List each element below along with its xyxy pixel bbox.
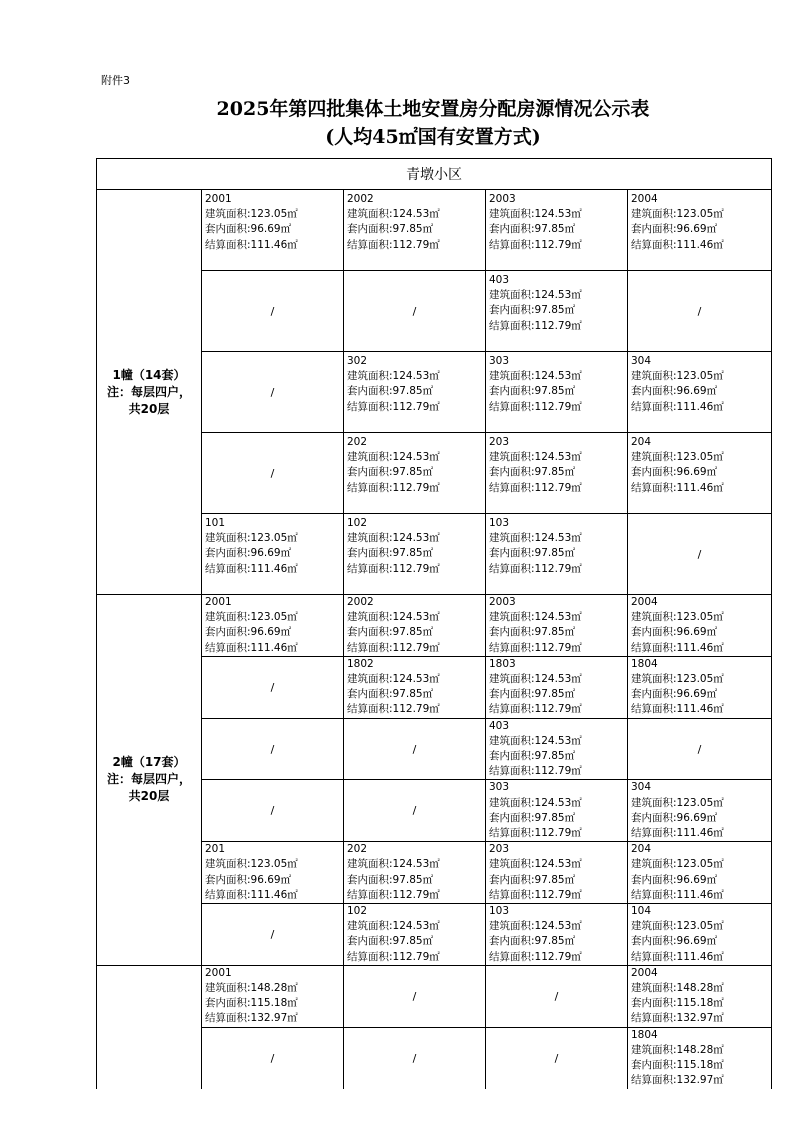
building-area: 建筑面积:123.05㎡	[631, 370, 724, 383]
inner-area: 套内面积:97.85㎡	[489, 385, 576, 398]
inner-area: 套内面积:97.85㎡	[347, 547, 434, 560]
inner-area: 套内面积:115.18㎡	[631, 1059, 724, 1072]
settlement-area: 结算面积:112.79㎡	[489, 950, 582, 963]
unit-cell	[628, 842, 772, 904]
unit-number: 202	[347, 436, 368, 448]
building-area: 建筑面积:123.05㎡	[631, 858, 724, 871]
inner-area: 套内面积:97.85㎡	[489, 304, 576, 317]
empty-unit-cell: /	[344, 718, 486, 780]
unit-number: 1804	[631, 657, 658, 670]
unit-number: 304	[631, 355, 652, 367]
empty-unit-cell: /	[486, 965, 628, 1027]
settlement-area: 结算面积:112.79㎡	[489, 888, 582, 901]
inner-area: 套内面积:96.69㎡	[631, 626, 718, 639]
inner-area: 套内面积:97.85㎡	[347, 223, 434, 236]
unit-number: 204	[631, 436, 652, 448]
building-note: 注：每层四户，	[106, 384, 191, 399]
inner-area: 套内面积:96.69㎡	[631, 385, 718, 398]
unit-number: 303	[489, 781, 510, 794]
unit-cell	[344, 842, 486, 904]
inner-area: 套内面积:97.85㎡	[347, 935, 434, 948]
building-note: 注：每层四户，	[106, 772, 191, 787]
unit-cell	[628, 780, 772, 842]
empty-unit-cell: /	[344, 965, 486, 1027]
empty-unit-cell: /	[202, 718, 344, 780]
empty-unit-cell: /	[628, 514, 772, 595]
settlement-area: 结算面积:132.97㎡	[205, 1012, 298, 1025]
unit-cell	[628, 904, 772, 966]
unit-cell	[344, 656, 486, 718]
empty-unit-cell: /	[202, 352, 344, 433]
settlement-area: 结算面积:112.79㎡	[347, 703, 440, 716]
settlement-area: 结算面积:112.79㎡	[489, 703, 582, 716]
inner-area: 套内面积:97.85㎡	[347, 688, 434, 701]
building-name: 1幢（14套）	[112, 367, 186, 382]
inner-area: 套内面积:96.69㎡	[631, 873, 718, 886]
page-subtitle: (人均45㎡国有安置方式)	[325, 126, 541, 148]
inner-area: 套内面积:96.69㎡	[631, 935, 718, 948]
unit-cell	[344, 514, 486, 595]
building-area: 建筑面积:124.53㎡	[347, 673, 440, 686]
unit-number: 302	[347, 355, 368, 367]
inner-area: 套内面积:97.85㎡	[489, 626, 576, 639]
building-label	[97, 965, 202, 1088]
building-area: 建筑面积:124.53㎡	[347, 858, 440, 871]
inner-area: 套内面积:97.85㎡	[489, 223, 576, 236]
building-area: 建筑面积:124.53㎡	[489, 858, 582, 871]
building-area: 建筑面积:123.05㎡	[205, 208, 298, 221]
table-row	[97, 965, 772, 1027]
unit-number: 2002	[347, 596, 374, 608]
inner-area: 套内面积:97.85㎡	[347, 385, 434, 398]
building-area: 建筑面积:123.05㎡	[205, 611, 298, 624]
settlement-area: 结算面积:111.46㎡	[631, 703, 724, 716]
unit-number: 104	[631, 905, 652, 918]
building-label	[97, 190, 202, 595]
unit-number: 203	[489, 436, 510, 448]
unit-number: 2001	[205, 596, 232, 608]
settlement-area: 结算面积:111.46㎡	[205, 562, 298, 575]
settlement-area: 结算面积:111.46㎡	[631, 400, 724, 413]
unit-cell	[628, 1027, 772, 1088]
inner-area: 套内面积:96.69㎡	[205, 547, 292, 560]
settlement-area: 结算面积:112.79㎡	[489, 481, 582, 494]
building-area: 建筑面积:123.05㎡	[631, 451, 724, 464]
building-area: 建筑面积:124.53㎡	[489, 451, 582, 464]
building-area: 建筑面积:123.05㎡	[205, 532, 298, 545]
building-area: 建筑面积:124.53㎡	[489, 611, 582, 624]
settlement-area: 结算面积:112.79㎡	[489, 562, 582, 575]
building-area: 建筑面积:123.05㎡	[631, 611, 724, 624]
inner-area: 套内面积:97.85㎡	[347, 466, 434, 479]
unit-cell	[486, 595, 628, 657]
unit-number: 103	[489, 905, 510, 918]
unit-cell	[486, 656, 628, 718]
settlement-area: 结算面积:111.46㎡	[631, 641, 724, 654]
inner-area: 套内面积:96.69㎡	[631, 688, 718, 701]
empty-unit-cell: /	[202, 1027, 344, 1088]
settlement-area: 结算面积:112.79㎡	[489, 765, 582, 778]
building-label	[97, 595, 202, 966]
settlement-area: 结算面积:112.79㎡	[489, 238, 582, 251]
building-area: 建筑面积:124.53㎡	[489, 734, 582, 747]
building-area: 建筑面积:124.53㎡	[489, 289, 582, 302]
unit-number: 1803	[489, 657, 516, 670]
attachment-label: 附件3	[101, 74, 130, 87]
inner-area: 套内面积:97.85㎡	[347, 873, 434, 886]
unit-cell	[486, 433, 628, 514]
empty-unit-cell: /	[486, 1027, 628, 1088]
settlement-area: 结算面积:112.79㎡	[489, 641, 582, 654]
settlement-area: 结算面积:112.79㎡	[347, 562, 440, 575]
unit-cell	[628, 433, 772, 514]
inner-area: 套内面积:97.85㎡	[489, 688, 576, 701]
unit-number: 101	[205, 517, 226, 529]
unit-number: 204	[631, 843, 652, 856]
settlement-area: 结算面积:112.79㎡	[347, 641, 440, 654]
building-area: 建筑面积:148.28㎡	[631, 982, 724, 995]
empty-unit-cell: /	[628, 271, 772, 352]
empty-unit-cell: /	[202, 904, 344, 966]
inner-area: 套内面积:97.85㎡	[347, 626, 434, 639]
unit-number: 102	[347, 905, 368, 918]
settlement-area: 结算面积:112.79㎡	[347, 400, 440, 413]
settlement-area: 结算面积:111.46㎡	[631, 238, 724, 251]
empty-unit-cell: /	[202, 780, 344, 842]
building-area: 建筑面积:148.28㎡	[631, 1043, 724, 1056]
unit-number: 2004	[631, 193, 658, 205]
inner-area: 套内面积:97.85㎡	[489, 466, 576, 479]
unit-number: 2004	[631, 596, 658, 608]
community-header: 青墩小区	[97, 159, 772, 190]
unit-cell	[486, 271, 628, 352]
housing-table	[96, 158, 772, 1089]
unit-cell	[486, 514, 628, 595]
building-area: 建筑面积:148.28㎡	[205, 982, 298, 995]
unit-cell	[202, 514, 344, 595]
unit-number: 203	[489, 843, 510, 856]
unit-number: 303	[489, 355, 510, 367]
unit-cell	[344, 904, 486, 966]
building-area: 建筑面积:124.53㎡	[489, 370, 582, 383]
settlement-area: 结算面积:111.46㎡	[631, 481, 724, 494]
settlement-area: 结算面积:112.79㎡	[347, 888, 440, 901]
unit-number: 1804	[631, 1028, 658, 1041]
building-area: 建筑面积:124.53㎡	[347, 920, 440, 933]
table-row	[97, 190, 772, 271]
unit-number: 304	[631, 781, 652, 794]
unit-number: 201	[205, 843, 226, 856]
unit-cell	[486, 904, 628, 966]
settlement-area: 结算面积:132.97㎡	[631, 1012, 724, 1025]
unit-number: 403	[489, 274, 510, 286]
building-area: 建筑面积:124.53㎡	[347, 451, 440, 464]
empty-unit-cell: /	[628, 718, 772, 780]
empty-unit-cell: /	[202, 271, 344, 352]
unit-number: 102	[347, 517, 368, 529]
inner-area: 套内面积:96.69㎡	[205, 626, 292, 639]
empty-unit-cell: /	[202, 656, 344, 718]
unit-number: 2002	[347, 193, 374, 205]
table-row	[97, 595, 772, 657]
unit-number: 2003	[489, 596, 516, 608]
unit-number: 403	[489, 719, 510, 732]
building-area: 建筑面积:124.53㎡	[347, 370, 440, 383]
settlement-area: 结算面积:112.79㎡	[347, 238, 440, 251]
building-area: 建筑面积:123.05㎡	[205, 858, 298, 871]
inner-area: 套内面积:96.69㎡	[205, 873, 292, 886]
unit-cell	[486, 842, 628, 904]
building-area: 建筑面积:124.53㎡	[489, 673, 582, 686]
settlement-area: 结算面积:111.46㎡	[205, 888, 298, 901]
unit-number: 2001	[205, 966, 232, 979]
building-note: 共20层	[128, 401, 170, 416]
settlement-area: 结算面积:112.79㎡	[489, 319, 582, 332]
building-area: 建筑面积:124.53㎡	[489, 796, 582, 809]
building-note: 共20层	[128, 789, 170, 804]
unit-cell	[486, 352, 628, 433]
unit-number: 1802	[347, 657, 374, 670]
page-title: 2025年第四批集体土地安置房分配房源情况公示表	[216, 98, 650, 120]
unit-number: 2003	[489, 193, 516, 205]
inner-area: 套内面积:97.85㎡	[489, 750, 576, 763]
settlement-area: 结算面积:111.46㎡	[631, 950, 724, 963]
building-area: 建筑面积:123.05㎡	[631, 920, 724, 933]
empty-unit-cell: /	[344, 271, 486, 352]
settlement-area: 结算面积:111.46㎡	[631, 827, 724, 840]
unit-cell	[202, 842, 344, 904]
settlement-area: 结算面积:132.97㎡	[631, 1074, 724, 1087]
building-area: 建筑面积:124.53㎡	[347, 611, 440, 624]
building-area: 建筑面积:124.53㎡	[489, 532, 582, 545]
inner-area: 套内面积:96.69㎡	[631, 811, 718, 824]
settlement-area: 结算面积:111.46㎡	[631, 888, 724, 901]
inner-area: 套内面积:97.85㎡	[489, 873, 576, 886]
inner-area: 套内面积:96.69㎡	[631, 223, 718, 236]
unit-cell	[486, 718, 628, 780]
unit-cell	[344, 595, 486, 657]
unit-cell	[628, 595, 772, 657]
building-name: 2幢（17套）	[112, 755, 186, 770]
settlement-area: 结算面积:112.79㎡	[489, 400, 582, 413]
settlement-area: 结算面积:112.79㎡	[489, 827, 582, 840]
inner-area: 套内面积:96.69㎡	[631, 466, 718, 479]
unit-number: 2004	[631, 966, 658, 979]
unit-number: 103	[489, 517, 510, 529]
building-area: 建筑面积:124.53㎡	[489, 208, 582, 221]
inner-area: 套内面积:115.18㎡	[631, 997, 724, 1010]
building-area: 建筑面积:123.05㎡	[631, 796, 724, 809]
inner-area: 套内面积:97.85㎡	[489, 935, 576, 948]
unit-cell	[628, 352, 772, 433]
inner-area: 套内面积:97.85㎡	[489, 547, 576, 560]
inner-area: 套内面积:97.85㎡	[489, 811, 576, 824]
unit-cell	[344, 433, 486, 514]
unit-cell	[202, 190, 344, 271]
empty-unit-cell: /	[202, 433, 344, 514]
unit-cell	[202, 965, 344, 1027]
unit-cell	[486, 780, 628, 842]
unit-number: 2001	[205, 193, 232, 205]
building-area: 建筑面积:123.05㎡	[631, 673, 724, 686]
unit-cell	[202, 595, 344, 657]
settlement-area: 结算面积:111.46㎡	[205, 238, 298, 251]
building-area: 建筑面积:123.05㎡	[631, 208, 724, 221]
settlement-area: 结算面积:111.46㎡	[205, 641, 298, 654]
unit-cell	[344, 190, 486, 271]
settlement-area: 结算面积:112.79㎡	[347, 481, 440, 494]
empty-unit-cell: /	[344, 780, 486, 842]
unit-cell	[344, 352, 486, 433]
unit-cell	[628, 190, 772, 271]
unit-number: 202	[347, 843, 368, 856]
settlement-area: 结算面积:112.79㎡	[347, 950, 440, 963]
empty-unit-cell: /	[344, 1027, 486, 1088]
unit-cell	[628, 656, 772, 718]
building-area: 建筑面积:124.53㎡	[347, 532, 440, 545]
unit-cell	[628, 965, 772, 1027]
inner-area: 套内面积:115.18㎡	[205, 997, 298, 1010]
unit-cell	[486, 190, 628, 271]
building-area: 建筑面积:124.53㎡	[347, 208, 440, 221]
inner-area: 套内面积:96.69㎡	[205, 223, 292, 236]
building-area: 建筑面积:124.53㎡	[489, 920, 582, 933]
